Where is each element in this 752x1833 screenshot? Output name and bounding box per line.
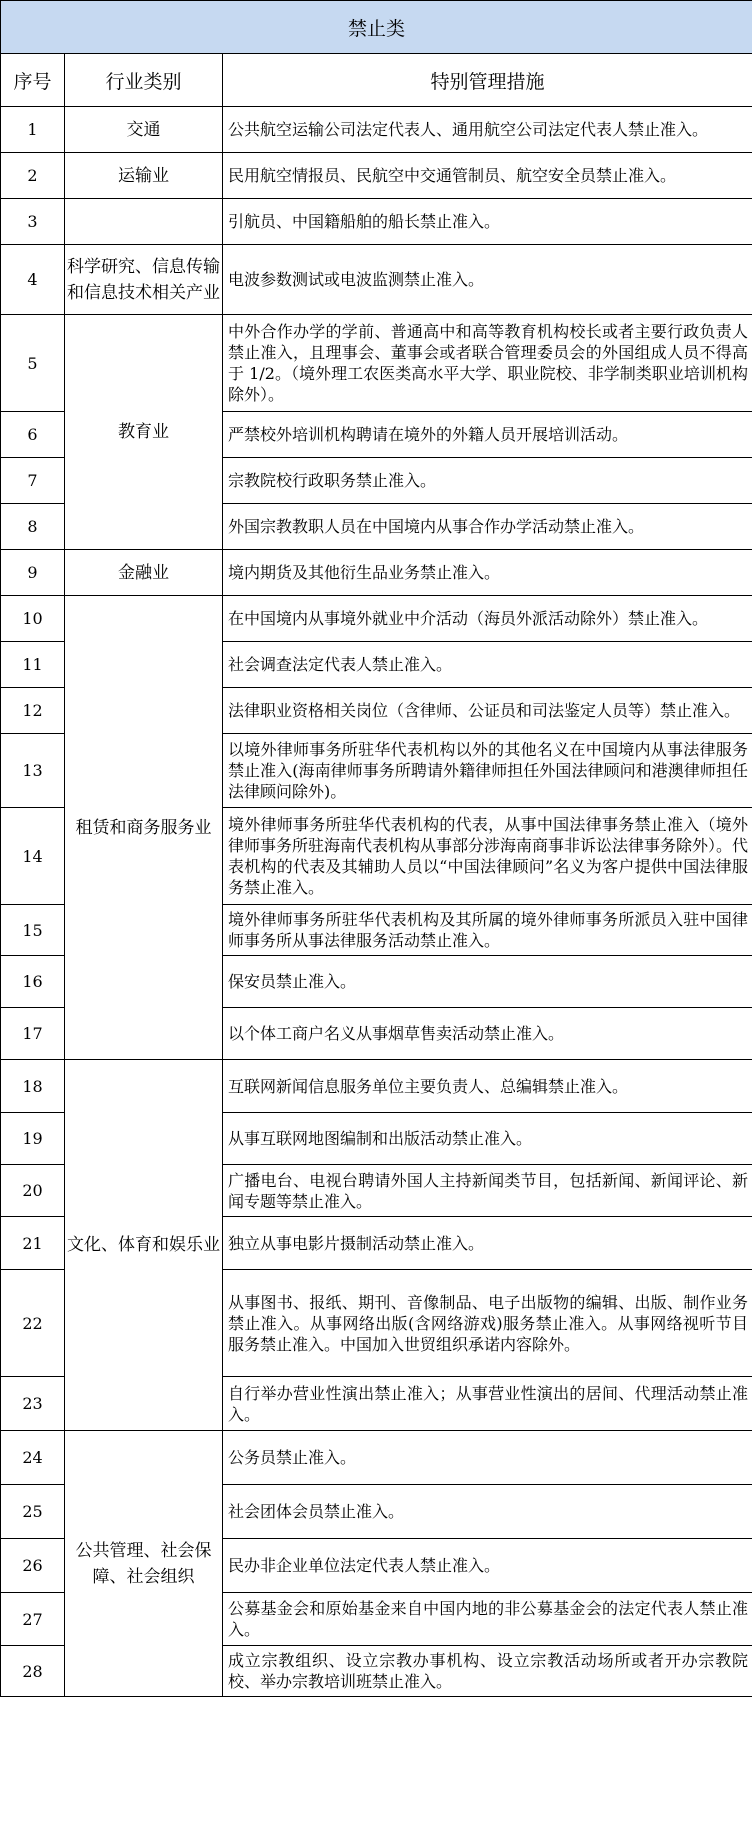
- header-index: 序号: [1, 54, 65, 107]
- row-index: 3: [1, 199, 65, 245]
- row-index: 19: [1, 1113, 65, 1165]
- row-index: 15: [1, 905, 65, 956]
- category-cell: 科学研究、信息传输和信息技术相关产业: [65, 245, 223, 315]
- measure-cell: 境内期货及其他衍生品业务禁止准入。: [223, 550, 752, 596]
- category-cell: 文化、体育和娱乐业: [65, 1060, 223, 1431]
- row-index: 22: [1, 1270, 65, 1377]
- measure-cell: 公务员禁止准入。: [223, 1431, 752, 1485]
- measure-cell: 社会调查法定代表人禁止准入。: [223, 642, 752, 688]
- header-measure: 特别管理措施: [223, 54, 752, 107]
- row-index: 6: [1, 412, 65, 458]
- category-cell: 公共管理、社会保障、社会组织: [65, 1431, 223, 1697]
- table-header-row: [1, 54, 752, 107]
- row-index: 23: [1, 1377, 65, 1431]
- row-index: 14: [1, 808, 65, 905]
- measure-cell: 保安员禁止准入。: [223, 956, 752, 1008]
- category-cell: 运输业: [65, 153, 223, 199]
- category-cell-empty: [65, 199, 223, 245]
- table-row: [1, 199, 752, 245]
- table-row: [1, 596, 752, 642]
- row-index: 8: [1, 504, 65, 550]
- row-index: 9: [1, 550, 65, 596]
- row-index: 25: [1, 1485, 65, 1539]
- row-index: 2: [1, 153, 65, 199]
- measure-cell: 互联网新闻信息服务单位主要负责人、总编辑禁止准入。: [223, 1060, 752, 1113]
- measure-cell: 独立从事电影片摄制活动禁止准入。: [223, 1217, 752, 1270]
- category-cell: 租赁和商务服务业: [65, 596, 223, 1060]
- category-cell: 交通: [65, 107, 223, 153]
- row-index: 24: [1, 1431, 65, 1485]
- measure-cell: 民办非企业单位法定代表人禁止准入。: [223, 1539, 752, 1593]
- row-index: 5: [1, 315, 65, 412]
- measure-cell: 严禁校外培训机构聘请在境外的外籍人员开展培训活动。: [223, 412, 752, 458]
- row-index: 26: [1, 1539, 65, 1593]
- row-index: 12: [1, 688, 65, 734]
- measure-cell: 宗教院校行政职务禁止准入。: [223, 458, 752, 504]
- row-index: 11: [1, 642, 65, 688]
- measure-cell: 成立宗教组织、设立宗教办事机构、设立宗教活动场所或者开办宗教院校、举办宗教培训班禁止准入。: [223, 1646, 752, 1697]
- row-index: 10: [1, 596, 65, 642]
- table-title: 禁止类: [1, 1, 752, 54]
- measure-cell: 引航员、中国籍船舶的船长禁止准入。: [223, 199, 752, 245]
- measure-cell: 中外合作办学的学前、普通高中和高等教育机构校长或者主要行政负责人禁止准入，且理事会、董事会或者联合管理委员会的外国组成人员不得高于 1/2。（境外理工农医类高水平大学、职业院校、非学制类职业培训机构除外）。: [223, 315, 752, 412]
- measure-cell: 电波参数测试或电波监测禁止准入。: [223, 245, 752, 315]
- measure-cell: 境外律师事务所驻华代表机构的代表，从事中国法律事务禁止准入（境外律师事务所驻海南代表机构从事部分涉海南商事非诉讼法律事务除外）。代表机构的代表及其辅助人员以“中国法律顾问”名义为客户提供中国法律服务禁止准入。: [223, 808, 752, 905]
- row-index: 16: [1, 956, 65, 1008]
- measure-cell: 广播电台、电视台聘请外国人主持新闻类节目，包括新闻、新闻评论、新闻专题等禁止准入。: [223, 1165, 752, 1217]
- measure-cell: 以境外律师事务所驻华代表机构以外的其他名义在中国境内从事法律服务禁止准入(海南律师事务所聘请外籍律师担任外国法律顾问和港澳律师担任法律顾问除外)。: [223, 734, 752, 808]
- row-index: 4: [1, 245, 65, 315]
- measure-cell: 外国宗教教职人员在中国境内从事合作办学活动禁止准入。: [223, 504, 752, 550]
- table-row: [1, 153, 752, 199]
- measure-cell: 民用航空情报员、民航空中交通管制员、航空安全员禁止准入。: [223, 153, 752, 199]
- measure-cell: 公募基金会和原始基金来自中国内地的非公募基金会的法定代表人禁止准入。: [223, 1593, 752, 1646]
- row-index: 7: [1, 458, 65, 504]
- row-index: 18: [1, 1060, 65, 1113]
- category-cell: 教育业: [65, 315, 223, 550]
- measure-cell: 社会团体会员禁止准入。: [223, 1485, 752, 1539]
- row-index: 1: [1, 107, 65, 153]
- row-index: 28: [1, 1646, 65, 1697]
- table-row: [1, 107, 752, 153]
- table-title-row: [1, 1, 752, 54]
- measure-cell: 自行举办营业性演出禁止准入；从事营业性演出的居间、代理活动禁止准入。: [223, 1377, 752, 1431]
- table-row: [1, 1060, 752, 1113]
- row-index: 20: [1, 1165, 65, 1217]
- measure-cell: 境外律师事务所驻华代表机构及其所属的境外律师事务所派员入驻中国律师事务所从事法律服务活动禁止准入。: [223, 905, 752, 956]
- measure-cell: 从事互联网地图编制和出版活动禁止准入。: [223, 1113, 752, 1165]
- measure-cell: 从事图书、报纸、期刊、音像制品、电子出版物的编辑、出版、制作业务禁止准入。从事网络出版(含网络游戏)服务禁止准入。从事网络视听节目服务禁止准入。中国加入世贸组织承诺内容除外。: [223, 1270, 752, 1377]
- table-row: [1, 315, 752, 412]
- header-category: 行业类别: [65, 54, 223, 107]
- table-row: [1, 1431, 752, 1485]
- row-index: 27: [1, 1593, 65, 1646]
- measure-cell: 公共航空运输公司法定代表人、通用航空公司法定代表人禁止准入。: [223, 107, 752, 153]
- measure-cell: 以个体工商户名义从事烟草售卖活动禁止准入。: [223, 1008, 752, 1060]
- measure-cell: 在中国境内从事境外就业中介活动（海员外派活动除外）禁止准入。: [223, 596, 752, 642]
- measure-cell: 法律职业资格相关岗位（含律师、公证员和司法鉴定人员等）禁止准入。: [223, 688, 752, 734]
- table-row: [1, 550, 752, 596]
- category-cell: 金融业: [65, 550, 223, 596]
- row-index: 13: [1, 734, 65, 808]
- table-row: [1, 245, 752, 315]
- row-index: 17: [1, 1008, 65, 1060]
- row-index: 21: [1, 1217, 65, 1270]
